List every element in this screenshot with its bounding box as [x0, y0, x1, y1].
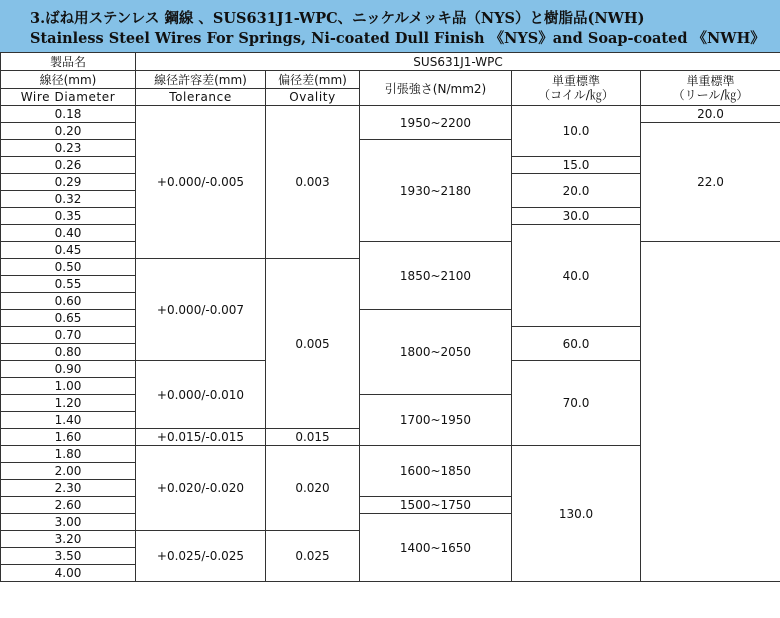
diameter-cell: 0.80 — [1, 344, 136, 361]
header-ovality-en: Ovality — [266, 89, 360, 106]
header-diameter-jp: 線径(mm) — [1, 71, 136, 89]
diameter-cell: 3.20 — [1, 531, 136, 548]
tolerance-cell: +0.000/-0.007 — [136, 259, 266, 361]
reel-weight-cell-empty — [641, 242, 780, 582]
strength-cell: 1500~1750 — [360, 497, 512, 514]
strength-cell: 1950~2200 — [360, 106, 512, 140]
diameter-cell: 2.30 — [1, 480, 136, 497]
diameter-cell: 0.65 — [1, 310, 136, 327]
diameter-cell: 1.40 — [1, 412, 136, 429]
header-row-1 — [1, 71, 780, 89]
diameter-cell: 0.23 — [1, 140, 136, 157]
reel-weight-cell: 20.0 — [641, 106, 780, 123]
header-strength: 引張強さ(N/mm2) — [360, 71, 512, 106]
header-reel-weight-line2: （リール/㎏） — [672, 88, 749, 102]
coil-weight-cell: 130.0 — [512, 446, 641, 582]
product-label: 製品名 — [1, 53, 136, 71]
coil-weight-cell: 20.0 — [512, 174, 641, 208]
diameter-cell: 0.50 — [1, 259, 136, 276]
strength-cell: 1600~1850 — [360, 446, 512, 497]
diameter-cell: 0.70 — [1, 327, 136, 344]
header-reel-weight-line1: 単重標準 — [686, 74, 735, 88]
ovality-cell: 0.020 — [266, 446, 360, 531]
title-english: Stainless Steel Wires For Springs, Ni-coated Dull Finish 《NYS》and Soap-coated 《NWH》 — [30, 30, 765, 47]
strength-cell: 1800~2050 — [360, 310, 512, 395]
diameter-cell: 3.00 — [1, 514, 136, 531]
strength-cell: 1700~1950 — [360, 395, 512, 446]
coil-weight-cell: 30.0 — [512, 208, 641, 225]
tolerance-cell: +0.000/-0.010 — [136, 361, 266, 429]
strength-cell: 1930~2180 — [360, 140, 512, 242]
strength-cell: 1850~2100 — [360, 242, 512, 310]
coil-weight-cell: 60.0 — [512, 327, 641, 361]
header-coil-weight-line1: 単重標準 — [551, 74, 600, 88]
diameter-cell: 0.90 — [1, 361, 136, 378]
product-row — [1, 53, 780, 71]
ovality-cell: 0.005 — [266, 259, 360, 429]
strength-cell: 1400~1650 — [360, 514, 512, 582]
header-diameter-en: Wire Diameter — [1, 89, 136, 106]
title-japanese: 3.ばね用ステンレス 鋼線 、SUS631J1-WPC、ニッケルメッキ品（NYS）と樹脂品(NWH) — [30, 10, 645, 27]
diameter-cell: 0.60 — [1, 293, 136, 310]
diameter-cell: 0.45 — [1, 242, 136, 259]
coil-weight-cell: 40.0 — [512, 225, 641, 327]
diameter-cell: 0.29 — [1, 174, 136, 191]
header-tolerance-en: Tolerance — [136, 89, 266, 106]
diameter-cell: 0.35 — [1, 208, 136, 225]
diameter-cell: 1.60 — [1, 429, 136, 446]
spec-table — [0, 52, 780, 582]
diameter-cell: 0.40 — [1, 225, 136, 242]
coil-weight-cell: 10.0 — [512, 106, 641, 157]
title-banner — [0, 0, 780, 52]
table-row — [1, 106, 780, 123]
diameter-cell: 0.18 — [1, 106, 136, 123]
ovality-cell: 0.025 — [266, 531, 360, 582]
diameter-cell: 2.60 — [1, 497, 136, 514]
diameter-cell: 0.32 — [1, 191, 136, 208]
diameter-cell: 1.00 — [1, 378, 136, 395]
tolerance-cell: +0.000/-0.005 — [136, 106, 266, 259]
tolerance-cell: +0.020/-0.020 — [136, 446, 266, 531]
header-reel-weight — [641, 71, 780, 106]
diameter-cell: 0.20 — [1, 123, 136, 140]
reel-weight-cell: 22.0 — [641, 123, 780, 242]
header-ovality-jp: 偏径差(mm) — [266, 71, 360, 89]
ovality-cell: 0.015 — [266, 429, 360, 446]
diameter-cell: 4.00 — [1, 565, 136, 582]
coil-weight-cell: 15.0 — [512, 157, 641, 174]
header-tolerance-jp: 線径許容差(mm) — [136, 71, 266, 89]
product-name: SUS631J1-WPC — [136, 53, 780, 71]
diameter-cell: 0.55 — [1, 276, 136, 293]
diameter-cell: 1.20 — [1, 395, 136, 412]
ovality-cell: 0.003 — [266, 106, 360, 259]
table-row — [1, 242, 780, 259]
header-coil-weight-line2: （コイル/㎏） — [538, 88, 614, 102]
diameter-cell: 2.00 — [1, 463, 136, 480]
tolerance-cell: +0.025/-0.025 — [136, 531, 266, 582]
diameter-cell: 3.50 — [1, 548, 136, 565]
tolerance-cell: +0.015/-0.015 — [136, 429, 266, 446]
diameter-cell: 0.26 — [1, 157, 136, 174]
diameter-cell: 1.80 — [1, 446, 136, 463]
header-coil-weight — [512, 71, 641, 106]
coil-weight-cell: 70.0 — [512, 361, 641, 446]
